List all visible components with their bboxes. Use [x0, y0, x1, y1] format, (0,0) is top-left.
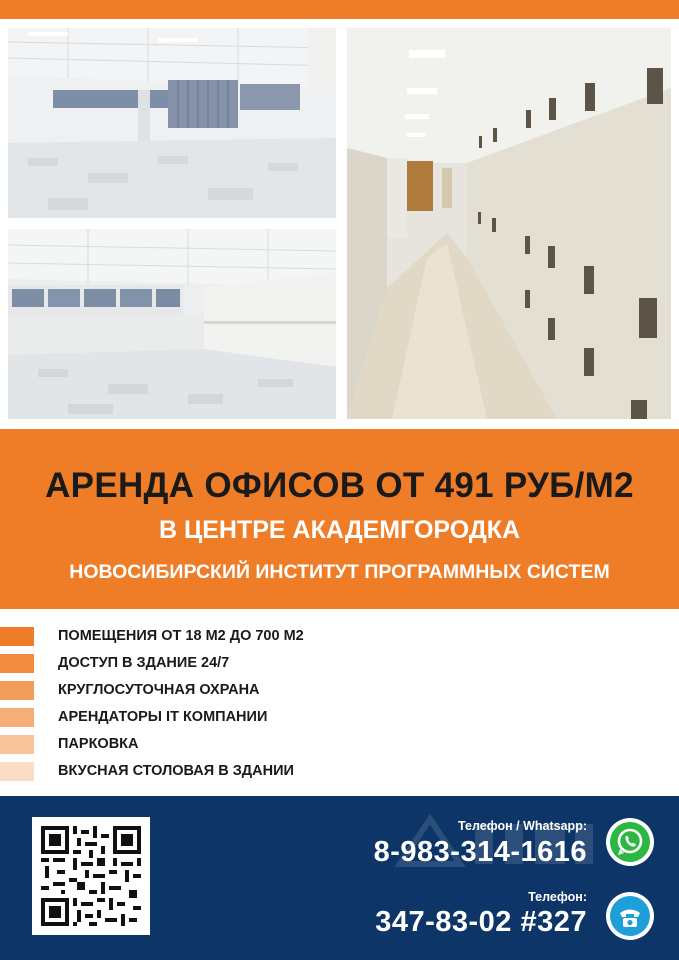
feature-bullet	[0, 762, 34, 781]
phone-label: Телефон:	[528, 890, 587, 904]
whatsapp-label: Телефон / Whatsapp:	[458, 819, 587, 833]
feature-bullet	[0, 735, 34, 754]
feature-bullet	[0, 708, 34, 727]
feature-item	[0, 708, 679, 727]
qr-code-icon[interactable]	[32, 817, 150, 935]
whatsapp-icon[interactable]	[606, 818, 654, 866]
office-photo-2	[8, 229, 336, 419]
headline-subtitle: В ЦЕНТРЕ АКАДЕМГОРОДКА	[158, 516, 521, 544]
headline-title: АРЕНДА ОФИСОВ ОТ 491 РУБ/М2	[45, 466, 634, 505]
feature-text: ВКУСНАЯ СТОЛОВАЯ В ЗДАНИИ	[58, 763, 294, 779]
feature-item	[0, 654, 679, 673]
office-photo-1	[8, 28, 336, 218]
top-accent-bar	[0, 0, 679, 19]
feature-text: ПОМЕЩЕНИЯ ОТ 18 М2 ДО 700 М2	[58, 628, 304, 644]
feature-text: ПАРКОВКА	[58, 736, 139, 752]
organization-name: НОВОСИБИРСКИЙ ИНСТИТУТ ПРОГРАММНЫХ СИСТЕМ	[69, 561, 610, 583]
feature-text: АРЕНДАТОРЫ IT КОМПАНИИ	[58, 709, 268, 725]
feature-bullet	[0, 681, 34, 700]
feature-bullet	[0, 654, 34, 673]
feature-text: КРУГЛОСУТОЧНАЯ ОХРАНА	[58, 682, 260, 698]
feature-item	[0, 735, 679, 754]
contact-footer	[0, 796, 679, 960]
feature-text: ДОСТУП В ЗДАНИЕ 24/7	[58, 655, 230, 671]
feature-bullet	[0, 627, 34, 646]
feature-item	[0, 681, 679, 700]
feature-item	[0, 762, 679, 781]
feature-item	[0, 627, 679, 646]
telephone-icon[interactable]	[606, 892, 654, 940]
phone-number[interactable]: 347-83-02 #327	[375, 906, 587, 938]
headline-banner	[0, 429, 679, 609]
corridor-photo	[347, 28, 671, 419]
whatsapp-phone-number[interactable]: 8-983-314-1616	[373, 836, 587, 868]
